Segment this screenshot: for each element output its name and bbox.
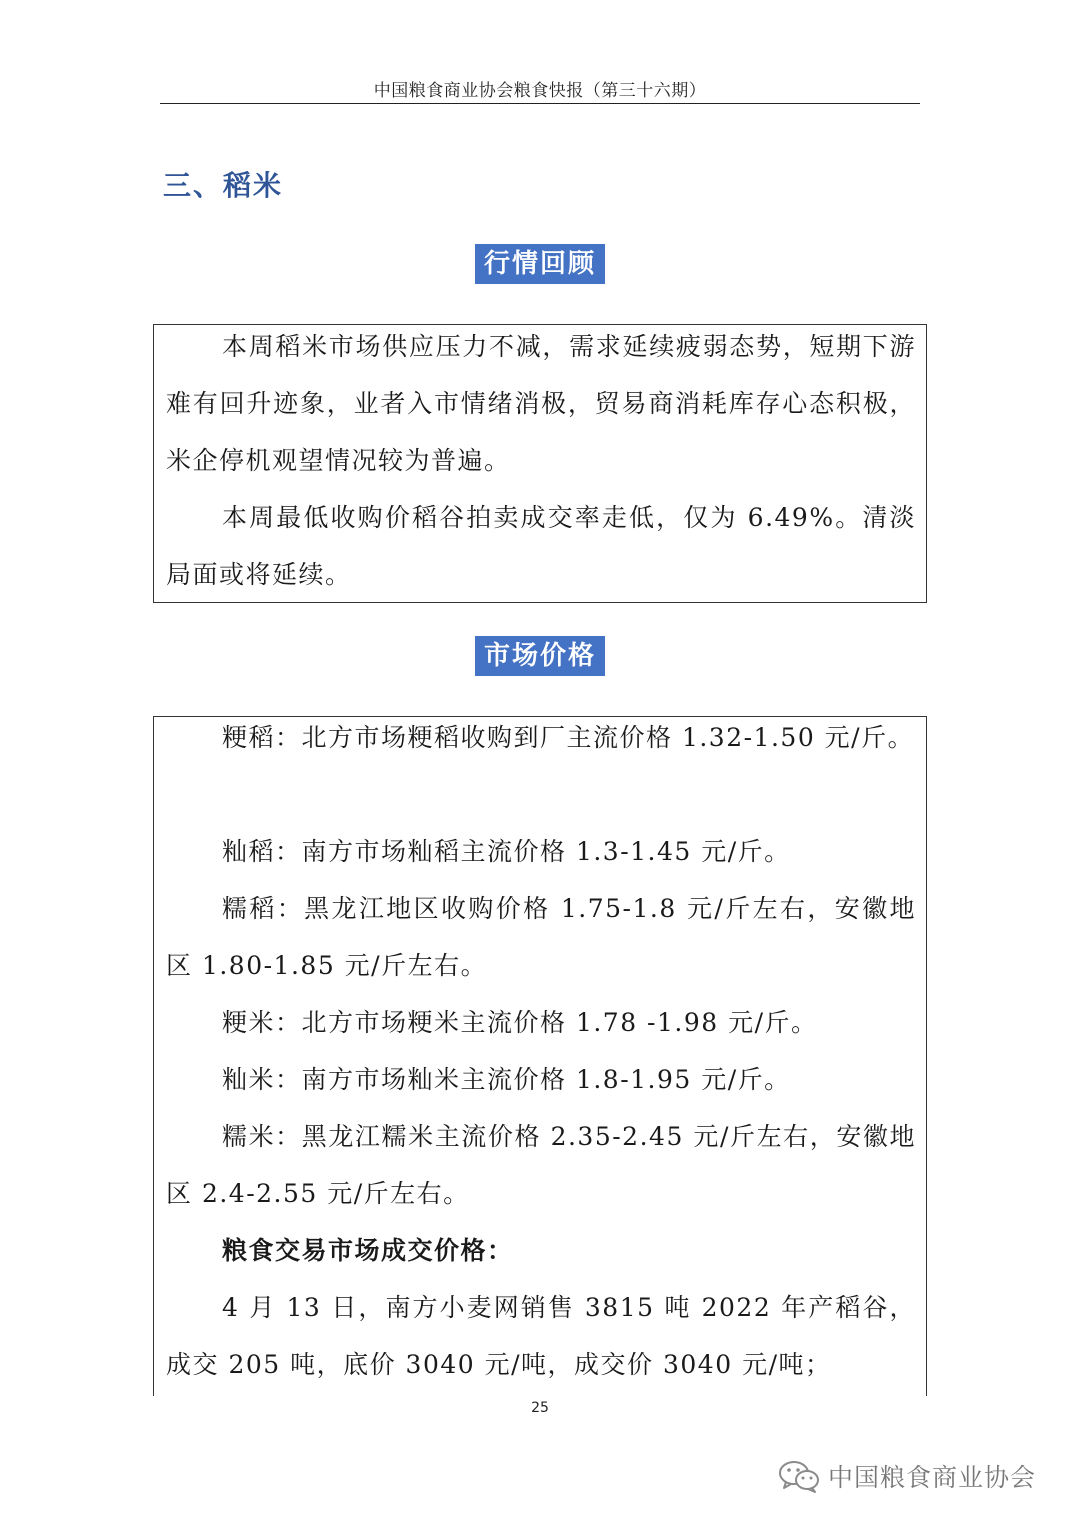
review-paragraph: 本周稻米市场供应压力不减，需求延续疲弱态势，短期下游难有回升迹象，业者入市情绪消极，贸易商消耗库存心态积极，米企停机观望情况较为普遍。	[166, 332, 916, 475]
price-paragraph: 4 月 13 日，南方小麦网销售 3815 吨 2022 年产稻谷，成交 205 吨，底价 3040 元/吨，成交价 3040 元/吨；	[166, 1293, 916, 1379]
watermark	[778, 1458, 1036, 1494]
price-label: 市场价格	[475, 636, 605, 676]
header-title: 中国粮食商业协会粮食快报（第三十六期）	[373, 81, 707, 101]
price-paragraph: 糯稻：黑龙江地区收购价格 1.75-1.8 元/斤左右，安徽地区 1.80-1.85 元/斤左右。	[166, 894, 916, 980]
price-paragraph: 籼稻：南方市场籼稻主流价格 1.3-1.45 元/斤。	[222, 837, 791, 866]
wechat-icon	[778, 1459, 820, 1493]
price-paragraph: 籼米：南方市场籼米主流价格 1.8-1.95 元/斤。	[222, 1065, 791, 1094]
price-paragraph: 粳稻：北方市场粳稻收购到厂主流价格 1.32-1.50 元/斤。	[222, 723, 915, 752]
page-number: 25	[531, 1400, 549, 1416]
price-paragraph: 粳米：北方市场粳米主流价格 1.78 -1.98 元/斤。	[222, 1008, 818, 1037]
trading-market-subheading: 粮食交易市场成交价格：	[222, 1236, 514, 1265]
review-box	[153, 324, 927, 603]
watermark-text: 中国粮食商业协会	[828, 1463, 1037, 1492]
section-heading: 三、稻米	[163, 169, 284, 202]
review-label: 行情回顾	[475, 244, 605, 284]
review-paragraph: 本周最低收购价稻谷拍卖成交率走低，仅为 6.49%。清淡局面或将延续。	[166, 503, 916, 589]
price-box	[153, 716, 927, 1396]
header-divider	[160, 103, 920, 104]
price-paragraph: 糯米：黑龙江糯米主流价格 2.35-2.45 元/斤左右，安徽地区 2.4-2.55 元/斤左右。	[166, 1122, 916, 1208]
